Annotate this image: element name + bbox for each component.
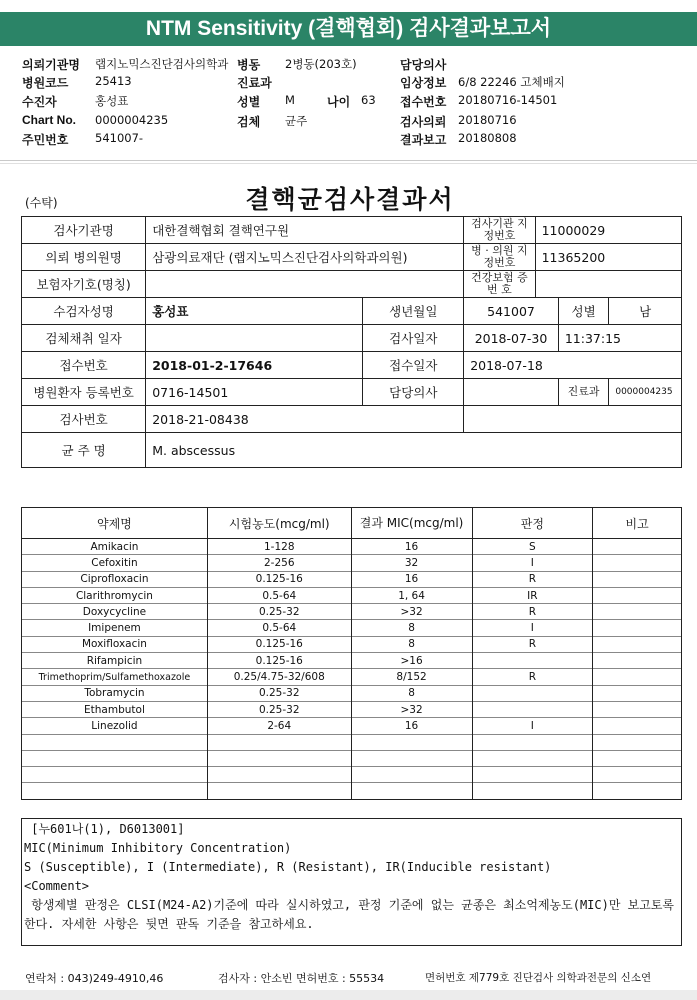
exam-no-blank <box>464 406 682 433</box>
strain-value: M. abscessus <box>146 433 682 468</box>
dept-value: 0000004235 <box>609 379 682 406</box>
drug-cell-note <box>593 669 682 685</box>
drug-cell-conc: 0.125-16 <box>207 571 351 587</box>
header-v2b-row2: 63 <box>361 93 376 107</box>
drug-cell-mic: >32 <box>351 604 472 620</box>
drug-row <box>22 767 682 783</box>
comment-line: [누601나(1), D6013001] <box>24 822 185 836</box>
health-no-label: 건강보험 증 번 호 <box>464 271 535 298</box>
header-l3-row1: 임상정보 <box>400 76 447 90</box>
consignment-label: (수탁) <box>25 196 58 210</box>
reg-value: 0716-14501 <box>146 379 363 406</box>
drug-cell-note <box>593 636 682 652</box>
header-l1-row2: 수진자 <box>22 95 57 109</box>
drug-cell-res <box>472 750 593 766</box>
drug-cell-note <box>593 604 682 620</box>
drug-cell-res: R <box>472 571 593 587</box>
comment-box <box>21 818 682 946</box>
drug-cell-mic: 8 <box>351 685 472 701</box>
drug-cell-conc <box>207 750 351 766</box>
drug-cell-mic <box>351 783 472 799</box>
drug-cell-drug: Cefoxitin <box>22 555 208 571</box>
header-v1-row4: 541007- <box>95 131 144 145</box>
header-l2-row3: 검체 <box>237 115 261 129</box>
header-l1-row0: 의뢰기관명 <box>22 58 80 72</box>
header-l1-row1: 병원코드 <box>22 76 69 90</box>
collect-label: 검체채취 일자 <box>22 325 146 352</box>
drug-cell-drug: Imipenem <box>22 620 208 636</box>
drug-cell-drug <box>22 783 208 799</box>
test-time: 11:37:15 <box>558 325 681 352</box>
insured-value <box>146 271 464 298</box>
doctor-value <box>464 379 559 406</box>
drug-cell-conc: 0.25/4.75-32/608 <box>207 669 351 685</box>
header-v3-row1: 6/8 22246 고체배지 <box>458 75 565 89</box>
drug-cell-conc <box>207 783 351 799</box>
drug-col-header: 비고 <box>593 508 682 539</box>
report-banner-title: NTM Sensitivity (결핵협회) 검사결과보고서 <box>0 12 697 46</box>
header-v1-row1: 25413 <box>95 74 132 88</box>
drug-cell-mic: >16 <box>351 653 472 669</box>
header-v1-row3: 0000004235 <box>95 113 169 127</box>
receipt-no: 2018-01-2-17646 <box>146 352 363 379</box>
footer-contact: 연락처 : 043)249-4910,46 <box>25 972 164 985</box>
comment-line: S (Susceptible), I (Intermediate), R (Resistant), IR(Inducible resistant) <box>24 860 552 874</box>
drug-cell-res: I <box>472 718 593 734</box>
exam-no-label: 검사번호 <box>22 406 146 433</box>
drug-cell-res: I <box>472 620 593 636</box>
drug-row <box>22 636 682 652</box>
insured-label: 보험자기호(명칭) <box>22 271 146 298</box>
drug-table <box>21 507 682 800</box>
comment-line: <Comment> <box>24 879 90 893</box>
lab-no-label: 검사기관 지정번호 <box>464 217 535 244</box>
drug-row <box>22 783 682 799</box>
header-v3-row3: 20180716 <box>458 113 517 127</box>
drug-cell-drug: Trimethoprim/Sulfamethoxazole <box>22 669 208 685</box>
drug-cell-note <box>593 539 682 555</box>
drug-cell-mic: 8 <box>351 620 472 636</box>
drug-cell-note <box>593 587 682 603</box>
header-l2-row1: 진료과 <box>237 76 272 90</box>
patient-name: 홍성표 <box>146 298 363 325</box>
hospital-no-label: 병 · 의원 지정번호 <box>464 244 535 271</box>
drug-cell-note <box>593 701 682 717</box>
header-l2-row2: 성별 <box>237 95 261 109</box>
comment-line: MIC(Minimum Inhibitory Concentration) <box>24 841 292 855</box>
receipt-date-label: 접수일자 <box>363 352 464 379</box>
drug-table-body <box>22 539 682 800</box>
drug-cell-mic <box>351 734 472 750</box>
header-v3-row4: 20180808 <box>458 131 517 145</box>
drug-cell-note <box>593 620 682 636</box>
drug-cell-mic <box>351 750 472 766</box>
report-title: 결핵균검사결과서 <box>245 185 455 214</box>
drug-cell-drug: Amikacin <box>22 539 208 555</box>
report-banner <box>0 0 697 46</box>
drug-cell-drug: Tobramycin <box>22 685 208 701</box>
drug-cell-conc: 0.25-32 <box>207 604 351 620</box>
drug-cell-note <box>593 718 682 734</box>
hospital-name: 삼광의료재단 (랩지노믹스진단검사의학과의원) <box>146 244 464 271</box>
sex-value: 남 <box>609 298 682 325</box>
drug-col-header: 약제명 <box>22 508 208 539</box>
lab-name: 대한결핵협회 결핵연구원 <box>146 217 464 244</box>
doctor-label: 담당의사 <box>363 379 464 406</box>
drug-cell-note <box>593 653 682 669</box>
patient-label: 수검자성명 <box>22 298 146 325</box>
drug-cell-res: R <box>472 669 593 685</box>
drug-cell-note <box>593 734 682 750</box>
drug-cell-conc: 0.5-64 <box>207 587 351 603</box>
drug-row <box>22 604 682 620</box>
drug-cell-drug: Moxifloxacin <box>22 636 208 652</box>
drug-cell-drug: Doxycycline <box>22 604 208 620</box>
sex-label: 성별 <box>558 298 609 325</box>
collect-value <box>146 325 363 352</box>
dept-label: 진료과 <box>558 379 609 406</box>
drug-cell-res: R <box>472 604 593 620</box>
header-v3-row2: 20180716-14501 <box>458 93 558 107</box>
drug-cell-mic: 32 <box>351 555 472 571</box>
drug-cell-mic: 16 <box>351 718 472 734</box>
drug-cell-res <box>472 701 593 717</box>
drug-cell-conc: 0.125-16 <box>207 636 351 652</box>
info-table <box>21 216 682 468</box>
header-l3-row3: 검사의뢰 <box>400 115 447 129</box>
drug-cell-note <box>593 555 682 571</box>
drug-cell-drug: Linezolid <box>22 718 208 734</box>
drug-cell-conc <box>207 767 351 783</box>
drug-cell-note <box>593 783 682 799</box>
header-l3-row4: 결과보고 <box>400 133 447 147</box>
drug-cell-drug <box>22 750 208 766</box>
drug-cell-conc: 0.125-16 <box>207 653 351 669</box>
drug-cell-mic: 16 <box>351 539 472 555</box>
drug-cell-drug: Rifampicin <box>22 653 208 669</box>
drug-cell-note <box>593 685 682 701</box>
drug-cell-res: R <box>472 636 593 652</box>
drug-row <box>22 685 682 701</box>
header-v1-row0: 랩지노믹스진단검사의학과 <box>95 57 229 71</box>
drug-cell-drug: Ethambutol <box>22 701 208 717</box>
birth-value: 541007 <box>464 298 559 325</box>
drug-col-header: 시험농도(mcg/ml) <box>207 508 351 539</box>
lab-no: 11000029 <box>535 217 681 244</box>
drug-cell-mic: 8 <box>351 636 472 652</box>
drug-row <box>22 571 682 587</box>
comment-line: 항생제별 판정은 CLSI(M24-A2)기준에 따라 실시하였고, 판정 기준에 없는 균종은 최소억제농도(MIC)만 보고토록 한다. 자세한 사항은 뒷면 판독 기준을 참고하세요. <box>24 898 682 931</box>
drug-row <box>22 734 682 750</box>
drug-cell-conc: 0.25-32 <box>207 685 351 701</box>
drug-row <box>22 587 682 603</box>
header-l3-row0: 담당의사 <box>400 58 447 72</box>
header-divider <box>0 160 697 161</box>
drug-cell-res: IR <box>472 587 593 603</box>
drug-cell-mic: >32 <box>351 701 472 717</box>
drug-cell-res <box>472 734 593 750</box>
header-v2-row0: 2병동(203호) <box>285 57 357 71</box>
drug-row <box>22 750 682 766</box>
header-v2-row2: M <box>285 93 295 107</box>
drug-cell-note <box>593 571 682 587</box>
drug-cell-res <box>472 783 593 799</box>
header-l1-row4: 주민번호 <box>22 133 69 147</box>
drug-cell-drug: Clarithromycin <box>22 587 208 603</box>
drug-cell-note <box>593 767 682 783</box>
drug-row <box>22 653 682 669</box>
hospital-no: 11365200 <box>535 244 681 271</box>
header-l2-row0: 병동 <box>237 58 261 72</box>
drug-cell-conc: 2-256 <box>207 555 351 571</box>
drug-cell-mic: 8/152 <box>351 669 472 685</box>
footer-license: 면허번호 제779호 진단검사 의학과전문의 신소연 <box>425 972 652 984</box>
drug-cell-conc: 2-64 <box>207 718 351 734</box>
header-divider-2 <box>0 163 697 164</box>
test-date-label: 검사일자 <box>363 325 464 352</box>
bottom-band <box>0 990 697 1000</box>
hospital-label: 의뢰 병의원명 <box>22 244 146 271</box>
drug-cell-res <box>472 767 593 783</box>
drug-cell-conc: 0.5-64 <box>207 620 351 636</box>
drug-cell-conc: 1-128 <box>207 539 351 555</box>
drug-table-header <box>22 508 682 539</box>
drug-cell-conc <box>207 734 351 750</box>
birth-label: 생년월일 <box>363 298 464 325</box>
test-date: 2018-07-30 <box>464 325 559 352</box>
footer-examiner: 검사자 : 안소빈 면허번호 : 55534 <box>218 972 385 985</box>
drug-cell-drug <box>22 767 208 783</box>
drug-cell-res: S <box>472 539 593 555</box>
drug-row <box>22 555 682 571</box>
drug-col-header: 판정 <box>472 508 593 539</box>
drug-cell-mic: 16 <box>351 571 472 587</box>
drug-cell-mic <box>351 767 472 783</box>
drug-cell-drug <box>22 734 208 750</box>
reg-label: 병원환자 등록번호 <box>22 379 146 406</box>
lab-name-label: 검사기관명 <box>22 217 146 244</box>
drug-cell-res <box>472 685 593 701</box>
receipt-date: 2018-07-18 <box>464 352 682 379</box>
health-no-value <box>535 271 681 298</box>
exam-no: 2018-21-08438 <box>146 406 464 433</box>
drug-cell-conc: 0.25-32 <box>207 701 351 717</box>
header-v1-row2: 홍성표 <box>95 94 129 108</box>
header-l2b-row2: 나이 <box>327 95 351 109</box>
drug-row <box>22 701 682 717</box>
header-l3-row2: 접수번호 <box>400 95 447 109</box>
receipt-label: 접수번호 <box>22 352 146 379</box>
drug-cell-drug: Ciprofloxacin <box>22 571 208 587</box>
drug-row <box>22 620 682 636</box>
header-v2-row3: 균주 <box>285 114 308 128</box>
drug-col-header: 결과 MIC(mcg/ml) <box>351 508 472 539</box>
header-l1-row3: Chart No. <box>22 113 76 127</box>
strain-label: 균 주 명 <box>22 433 146 468</box>
drug-cell-res: I <box>472 555 593 571</box>
drug-row <box>22 669 682 685</box>
drug-cell-mic: 1, 64 <box>351 587 472 603</box>
drug-cell-res <box>472 653 593 669</box>
drug-row <box>22 539 682 555</box>
drug-row <box>22 718 682 734</box>
drug-cell-note <box>593 750 682 766</box>
